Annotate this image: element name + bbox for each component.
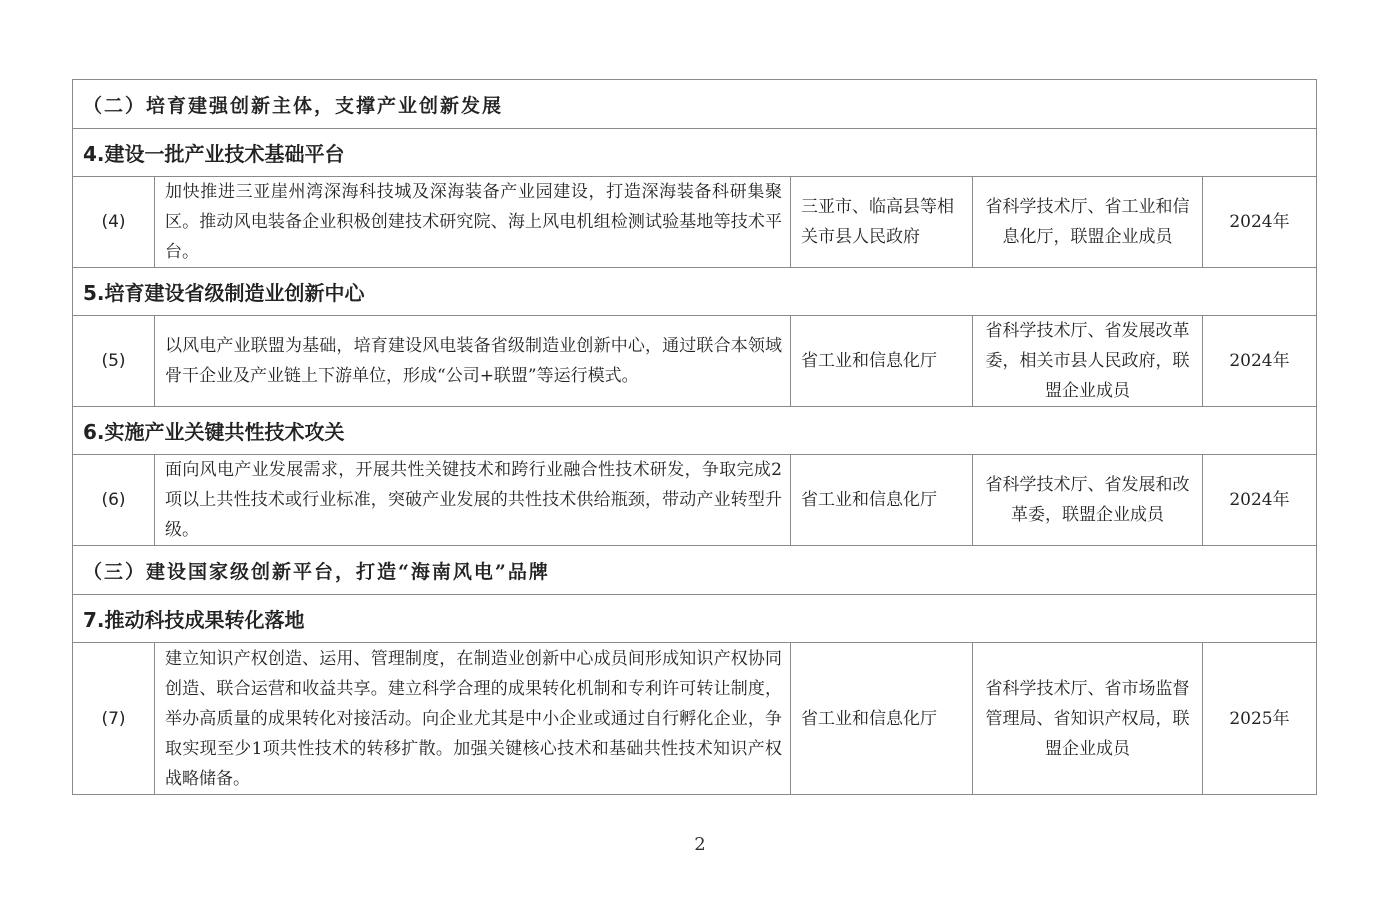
task-heading-7: 7.推动科技成果转化落地 <box>73 595 1317 643</box>
task-table <box>72 79 1317 795</box>
task-heading-5: 5.培育建设省级制造业创新中心 <box>73 268 1317 316</box>
task-heading-6: 6.实施产业关键共性技术攻关 <box>73 407 1317 455</box>
task-number-4: (4) <box>73 177 155 268</box>
section-row-3 <box>73 546 1317 595</box>
task-row-7 <box>73 643 1317 795</box>
page-number: 2 <box>694 834 706 855</box>
task-lead-5: 省工业和信息化厅 <box>791 316 973 407</box>
task-cooperating-7: 省科学技术厅、省市场监督管理局、省知识产权局，联盟企业成员 <box>973 643 1203 795</box>
section-title-2: （二）培育建强创新主体，支撑产业创新发展 <box>73 80 1317 129</box>
task-description-4: 加快推进三亚崖州湾深海科技城及深海装备产业园建设，打造深海装备科研集聚区。推动风电装备企业积极创建技术研究院、海上风电机组检测试验基地等技术平台。 <box>155 177 791 268</box>
task-number-7: (7) <box>73 643 155 795</box>
task-lead-7: 省工业和信息化厅 <box>791 643 973 795</box>
task-heading-row-6 <box>73 407 1317 455</box>
task-year-7: 2025年 <box>1203 643 1317 795</box>
task-cooperating-6: 省科学技术厅、省发展和改革委，联盟企业成员 <box>973 455 1203 546</box>
task-heading-4: 4.建设一批产业技术基础平台 <box>73 129 1317 177</box>
task-lead-6: 省工业和信息化厅 <box>791 455 973 546</box>
task-number-6: (6) <box>73 455 155 546</box>
section-title-3: （三）建设国家级创新平台，打造“海南风电”品牌 <box>73 546 1317 595</box>
task-description-5: 以风电产业联盟为基础，培育建设风电装备省级制造业创新中心，通过联合本领域骨干企业及产业链上下游单位，形成“公司+联盟”等运行模式。 <box>155 316 791 407</box>
task-heading-row-7 <box>73 595 1317 643</box>
task-description-6: 面向风电产业发展需求，开展共性关键技术和跨行业融合性技术研发，争取完成2项以上共性技术或行业标准，突破产业发展的共性技术供给瓶颈，带动产业转型升级。 <box>155 455 791 546</box>
task-cooperating-5: 省科学技术厅、省发展改革委，相关市县人民政府，联盟企业成员 <box>973 316 1203 407</box>
task-number-5: (5) <box>73 316 155 407</box>
task-year-4: 2024年 <box>1203 177 1317 268</box>
task-heading-row-5 <box>73 268 1317 316</box>
task-row-6 <box>73 455 1317 546</box>
task-cooperating-4: 省科学技术厅、省工业和信息化厅，联盟企业成员 <box>973 177 1203 268</box>
task-heading-row-4 <box>73 129 1317 177</box>
task-year-5: 2024年 <box>1203 316 1317 407</box>
task-year-6: 2024年 <box>1203 455 1317 546</box>
task-row-5 <box>73 316 1317 407</box>
section-row-2 <box>73 80 1317 129</box>
task-lead-4: 三亚市、临高县等相关市县人民政府 <box>791 177 973 268</box>
task-row-4 <box>73 177 1317 268</box>
task-description-7: 建立知识产权创造、运用、管理制度，在制造业创新中心成员间形成知识产权协同创造、联合运营和收益共享。建立科学合理的成果转化机制和专利许可转让制度，举办高质量的成果转化对接活动。向企业尤其是中小企业或通过自行孵化企业，争取实现至少1项共性技术的转移扩散。加强关键核心技术和基础共性技术知识产权战略储备。 <box>155 643 791 795</box>
